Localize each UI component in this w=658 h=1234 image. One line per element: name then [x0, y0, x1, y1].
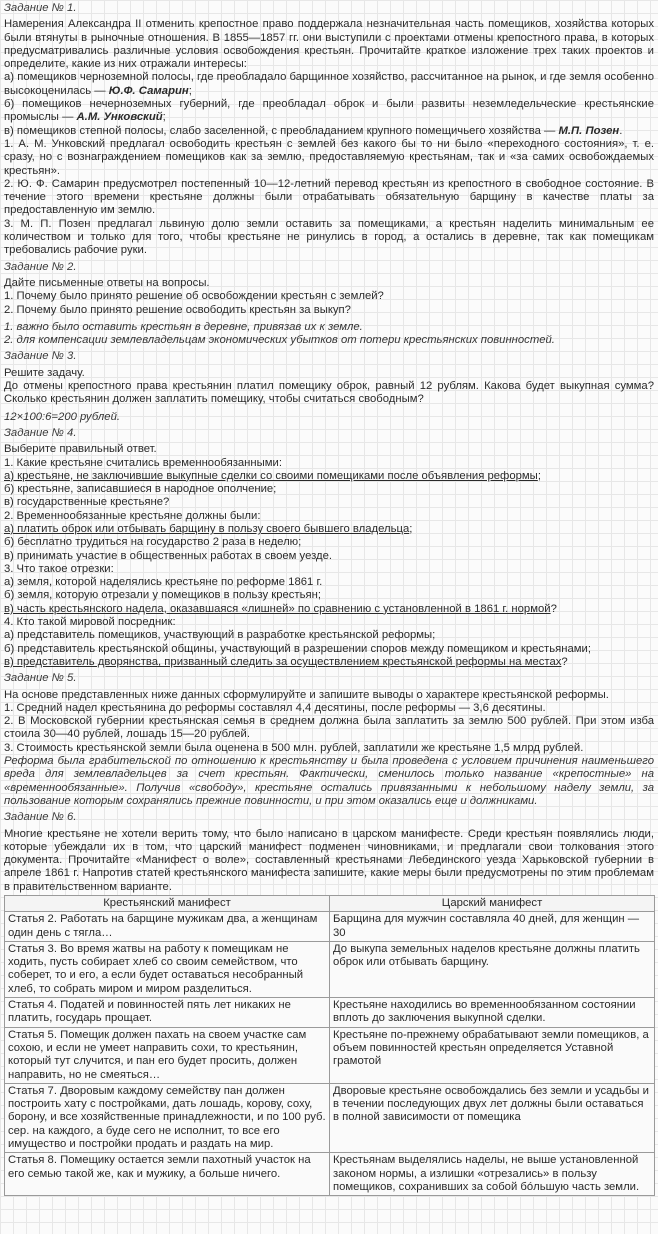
peasant-manifest-cell: Статья 2. Работать на барщине мужикам два, а женщинам один день с тягла…: [5, 912, 330, 942]
option-b-text: б) помещиков нечерноземных губерний, где преобладал оброк и были развиты неземледельческие крестьянские промыслы —: [4, 98, 654, 124]
task-4-line: б) представитель крестьянской общины, участвующий в разрешении споров между помещиком и крестьянами;: [4, 642, 591, 655]
task-2-line: Дайте письменные ответы на вопросы.: [4, 276, 210, 289]
task-4-line: в) принимать участие в общественных работах в своем уезде.: [4, 549, 333, 562]
task-4-line: б) крестьяне, записавшиеся в народное ополчение;: [4, 483, 277, 496]
option-b-answer: А.М. Унковский: [76, 111, 163, 124]
tsar-manifest-cell: Дворовые крестьяне освобождались без земли и усадьбы и в течении последующих двух лет должны были оставаться в полной зависимости от помещика: [330, 1083, 655, 1152]
task-3-title: Задание № 3.: [4, 350, 77, 363]
task-4-line: а) представитель помещиков, участвующий в разработке крестьянской реформы;: [4, 629, 436, 642]
correct-answer: в) представитель дворянства, призванный следить за осуществлением крестьянской реформы на местах: [4, 655, 562, 668]
answer-punctuation: ?: [550, 602, 557, 615]
task-4-line: Выберите правильный ответ.: [4, 443, 157, 456]
table-header-row: [5, 896, 655, 912]
answer-punctuation: ;: [409, 522, 413, 535]
task-4-line: в) государственные крестьяне?: [4, 496, 170, 509]
table-row: [5, 1083, 655, 1152]
task-1-project-3: 3. М. П. Позен предлагал львиную долю земли оставить за помещиками, а крестьян наделить минимальным ее количеством и только для того, чтобы крестьяне не ринулись в город, а остались в деревне, так как помещикам требовались рабочие руки.: [4, 217, 654, 257]
task-4-line: [4, 603, 654, 616]
table-row: [5, 912, 655, 942]
task-4-line: [4, 470, 654, 483]
task-4-line: а) земля, которой наделялись крестьяне по реформе 1861 г.: [4, 576, 323, 589]
task-4-line: 2. Временнообязанные крестьяне должны были:: [4, 509, 261, 522]
option-a-answer: Ю.Ф. Самарин: [108, 84, 189, 97]
task-4-line: 3. Что такое отрезки:: [4, 562, 114, 575]
task-2-line: 1. Почему было принято решение об освобождении крестьян с землей?: [4, 290, 384, 303]
task-4-line: [4, 523, 654, 536]
task-1-title: Задание № 1.: [4, 2, 77, 14]
answer-punctuation: ?: [561, 655, 568, 668]
manifest-comparison-table: [4, 895, 655, 1196]
peasant-manifest-cell: Статья 5. Помещик должен пахать на своем участке сам сохою, и если не умеет направить сохи, то крестьянин, который тут случится, и пан его будет просить, должен направить, но не смеяться…: [5, 1027, 330, 1083]
option-c-answer: М.П. Позен: [558, 124, 620, 137]
option-c-text: в) помещиков степной полосы, слабо заселенной, с преобладанием крупного помещичьего хозяйства —: [4, 124, 559, 137]
peasant-manifest-cell: Статья 7. Дворовым каждому семейству пан должен построить хату с постройками, дать лошадь, корову, соху, борону, и все хозяйственные принадлежности, и по 100 руб. сер. на каждого, а буде сего не исполнит, то все его имущество и постройки продать и раздать на мир.: [5, 1083, 330, 1152]
table-row: [5, 998, 655, 1028]
task-3-line: Решите задачу.: [4, 366, 85, 379]
task-4-title: Задание № 4.: [4, 426, 77, 439]
task-2-answer: 2. для компенсации землевладельцам экономических убытков от потери крестьянских повинностей.: [4, 334, 555, 347]
task-1-option-b: б) помещиков нечерноземных губерний, где преобладал оброк и были развиты неземледельческие крестьянские промыслы — А.М. Унковский;: [4, 98, 654, 124]
task-4-list: [4, 443, 654, 669]
task-2-answer: 1. важно было оставить крестьян в деревне, привязав их к земле.: [4, 320, 363, 333]
correct-answer: а) крестьяне, не заключившие выкупные сделки со своими помещиками после объявления реформы: [4, 469, 538, 482]
column-header: Царский манифест: [330, 896, 655, 912]
tsar-manifest-cell: Крестьянам выделялись наделы, не выше установленной законом нормы, а излишки «отрезались» в пользу помещиков, сохранивших за собой бóльшую часть земли.: [330, 1153, 655, 1196]
task-4-line: 4. Кто такой мировой посредник:: [4, 616, 176, 629]
peasant-manifest-cell: Статья 3. Во время жатвы на работу к помещикам не ходить, пусть собирает хлеб со своим семейством, что соберет, то и его, а если будет оставаться несобранный хлеб, то собрать миром и миром разделиться.: [5, 941, 330, 997]
table-row: [5, 1153, 655, 1196]
task-5-line: На основе представленных ниже данных сформулируйте и запишите выводы о характере крестьянской реформы.: [4, 688, 609, 701]
tsar-manifest-cell: Крестьяне находились во временнообязанном состоянии вплоть до заключения выкупной сделки.: [330, 998, 655, 1028]
peasant-manifest-cell: Статья 4. Податей и повинностей пять лет никаких не платить, государь прощает.: [5, 998, 330, 1028]
task-1-project-2: 2. Ю. Ф. Самарин предусмотрел постепенный 10—12-летний перевод крестьян из крепостного в свободное состояние. В течение этого времени крестьяне должны были отрабатывать обязательную барщину в качестве платы за предоставленную им землю.: [4, 177, 654, 217]
tsar-manifest-cell: До выкупа земельных наделов крестьяне должны платить оброк или отбывать барщину.: [330, 941, 655, 997]
task-5-line: 2. В Московской губернии крестьянская семья в среднем должна была заплатить за землю 500 рублей. При этом изба стоила 30—40 рублей, лошадь 15—20 рублей.: [4, 715, 654, 741]
tsar-manifest-cell: Барщина для мужчин составляла 40 дней, для женщин — 30: [330, 912, 655, 942]
table-row: [5, 1027, 655, 1083]
correct-answer: в) часть крестьянского надела, оказавшаяся «лишней» по сравнению с установленной в 1861 г. нормой: [4, 602, 551, 615]
task-2-title: Задание № 2.: [4, 260, 77, 273]
task-5-line: 3. Стоимость крестьянской земли была оценена в 500 млн. рублей, заплатили же крестьяне 1,5 млрд рублей.: [4, 741, 584, 754]
table-body: [5, 912, 655, 1196]
task-4-line: 1. Какие крестьяне считались временнообязанными:: [4, 456, 282, 469]
column-header: Крестьянский манифест: [5, 896, 330, 912]
task-5-title: Задание № 5.: [4, 672, 77, 685]
answer-punctuation: ;: [537, 469, 541, 482]
option-a-text: а) помещиков черноземной полосы, где преобладало барщинное хозяйство, рассчитанное на рынок, и где земля особенно высокоценилась —: [4, 71, 654, 97]
correct-answer: а) платить оброк или отбывать барщину в пользу своего бывшего владельца: [4, 522, 410, 535]
task-1-project-1: 1. А. М. Унковский предлагал освободить крестьян с землей без какого бы то ни было «переходного состояния», т. е. сразу, но с вознаграждением помещиков как за землю, предоставляемую крестьянам, так и «за самих освобождаемых крестьян».: [4, 137, 654, 177]
task-4-line: б) земля, которую отрезали у помещиков в пользу крестьян;: [4, 589, 321, 602]
task-1-intro: Намерения Александра II отменить крепостное право поддержала незначительная часть помещиков, хозяйства которых были втянуты в рыночные отношения. В 1855—1857 гг. они выступили с проектами отмены крепостного права, в которых предусматривались различные условия освобождения крестьян. Прочитайте краткое изложение трех таких проектов и определите, какие из них отражали интересы:: [4, 18, 654, 71]
peasant-manifest-cell: Статья 8. Помещику остается земли пахотный участок на его семью такой же, как и мужику, а больше ничего.: [5, 1153, 330, 1196]
task-3-answer: 12×100:6=200 рублей.: [4, 410, 121, 423]
task-1-option-a: а) помещиков черноземной полосы, где преобладало барщинное хозяйство, рассчитанное на рынок, и где земля особенно высокоценилась — Ю.Ф. Самарин;: [4, 71, 654, 97]
task-3-problem: До отмены крепостного права крестьянин платил помещику оброк, равный 12 рублям. Какова будет выкупная сумма? Сколько крестьянин должен заплатить помещику, чтобы считаться свободным?: [4, 380, 654, 406]
task-2-line: 2. Почему было принято решение освободить крестьян за выкуп?: [4, 303, 351, 316]
task-6-intro: Многие крестьяне не хотели верить тому, что было написано в царском манифесте. Среди крестьян появлялись люди, которые убеждали их в том, что царский манифест подменен чиновниками, и предлагали свои толкования этого документа. Прочитайте «Манифест о воле», составленный крестьянами Лебединского уезда Харьковской губернии в апреле 1861 г. Напротив статей крестьянского манифеста запишите, какие меры были предусмотрены по этим проблемам в правительственном варианте.: [4, 827, 654, 893]
task-4-line: б) бесплатно трудиться на государство 2 раза в неделю;: [4, 536, 302, 549]
task-6-title: Задание № 6.: [4, 811, 77, 824]
task-5-answer: Реформа была грабительской по отношению к крестьянству и была проведена с условием причинения наименьшего вреда для землевладельцев за счет крестьян. Фактически, сменилось только название «крепостные» на «временнообязанные». Получив «свободу», крестьяне остались привязанными к небольшому наделу земли, за пользование которым сохранялись прежние повинности, и при этом оказались еще и должниками.: [4, 755, 654, 807]
tsar-manifest-cell: Крестьяне по-прежнему обрабатывают земли помещиков, а объем повинностей крестьян определяется Уставной грамотой: [330, 1027, 655, 1083]
task-5-line: 1. Средний надел крестьянина до реформы составлял 4,4 десятины, после реформы — 3,6 десятины.: [4, 701, 546, 714]
task-4-line: [4, 656, 654, 669]
table-row: [5, 941, 655, 997]
task-1-option-c: в) помещиков степной полосы, слабо заселенной, с преобладанием крупного помещичьего хозяйства — М.П. Позен.: [4, 124, 623, 137]
